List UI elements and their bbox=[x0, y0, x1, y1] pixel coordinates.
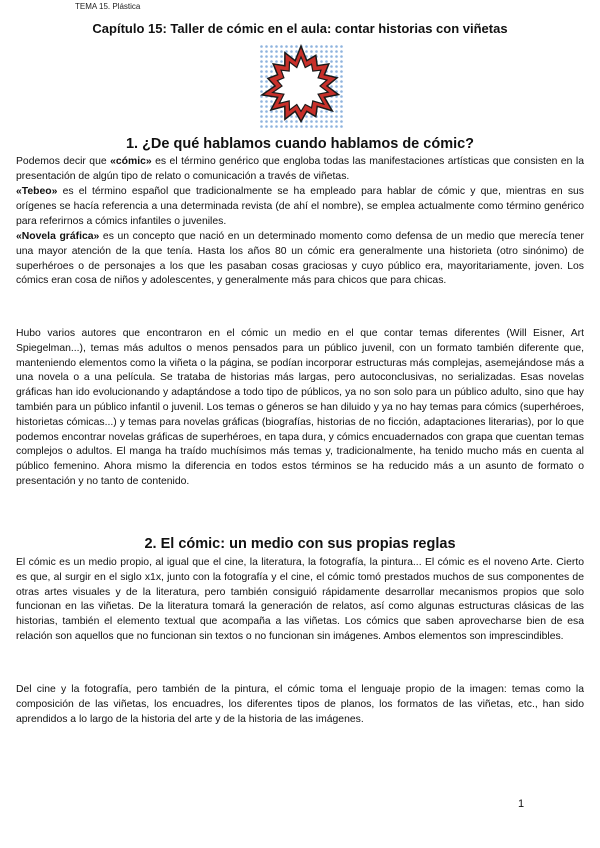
section-2-paragraph-medium: El cómic es un medio propio, al igual que el cine, la literatura, la fotografía, la pintura... El cómic es el noveno Arte. Cierto es que, al surgir en el siglo x1x, junto con la fotografía y el cine, el cómic tomó prestados muchos de sus componentes de otras artes visuales y de la literatura, pero también consiguió rápidamente desarrollar mecanismos propios que solo funcionan en las viñetas. De la literatura tomará la generación de relatos, así como algunas estructuras clásicas de las historias, también el elemento textual que acompaña a las viñetas. Los cómics que saben aprovecharse bien de esa relación son aquellos que no funcionan sin textos o no funcionan sin imágenes. Ambos elementos son imprescindibles. bbox=[16, 557, 584, 642]
chapter-title: Capítulo 15: Taller de cómic en el aula: contar historias con viñetas bbox=[92, 21, 508, 36]
section-1-paragraph-comic: Podemos decir que «cómic» es el término genérico que engloba todas las manifestaciones artísticas que consisten en la presentación de algún tipo de relato o comunicación a través de viñetas. bbox=[16, 156, 584, 182]
section-1-title: 1. ¿De qué hablamos cuando hablamos de cómic? bbox=[125, 136, 475, 152]
section-1-paragraph-authors: Hubo varios autores que encontraron en el cómic un medio en el que contar temas diferentes (Will Eisner, Art Spiegelman...), temas más adultos o menos pensados para un público juvenil, con un formato también diferente que, manteniendo elementos como la viñeta o la página, se podían incorporar estructuras más complejas, asemejándose más a una novela o a una película. Se trataba de historias más largas, pero autoconclusivas, no serializadas. Esas novelas gráficas han ido evolucionando y adaptándose a todo tipo de públicos, ya no son solo para un público adulto, sino que hay también para un público infantil o juvenil. Los temas o géneros se han diluido y ya no hay temas para cómics (superhéroes, historietas cómicas...) y temas para novelas gráficas (biografías, historias de no ficción, adaptaciones literarias), por lo que podemos encontrar novelas gráficas de superhéroes, en tapa dura, y cómics encuadernados con grapa que cuentan temas complejos o adultos. El manga ha traído muchísimos más temas y, tradicionalmente, ha tenido mucho más en cuenta al público femenino. Ahora mismo la diferencia en todos estos términos se ha reducido más a un asunto de formato o presentación y no tanto de contenido. bbox=[16, 328, 584, 487]
chapter-header-tag: TEMA 15. Plástica bbox=[75, 2, 141, 11]
page-number: 1 bbox=[518, 798, 525, 810]
section-1-paragraph-novela-grafica: «Novela gráfica» es un concepto que nació en un determinado momento como defensa de un medio que merecía tener una mayor atención de la que tenía. Hasta los años 80 un cómic era generalmente una historieta (otro sinónimo) de superhéroes o de personajes a los que les pasaban cosas graciosas y cuyo público era, mayoritariamente, joven. Los cómics eran cosa de niños y adolescentes, y generalmente más para chicos que para chicas. bbox=[16, 231, 584, 287]
comic-burst-icon bbox=[259, 44, 343, 128]
section-2-paragraph-cinema: Del cine y la fotografía, pero también de la pintura, el cómic toma el lenguaje propio de la imagen: temas como la composición de las viñetas, los encuadres, los diferentes tipos de planos, los formatos de las viñetas, etc., han sido aprendidos a lo largo de la historia del arte y de la historia de las imágenes. bbox=[16, 684, 584, 725]
section-1-paragraph-tebeo: «Tebeo» es el término español que tradicionalmente se ha empleado para hablar de cómic y que, mientras en sus orígenes se hacía referencia a una determinada revista (de ahí el nombre), se emplea actualmente como término genérico para referirnos a cómics infantiles o juveniles. bbox=[16, 186, 584, 227]
section-2-title: 2. El cómic: un medio con sus propias reglas bbox=[144, 536, 456, 552]
